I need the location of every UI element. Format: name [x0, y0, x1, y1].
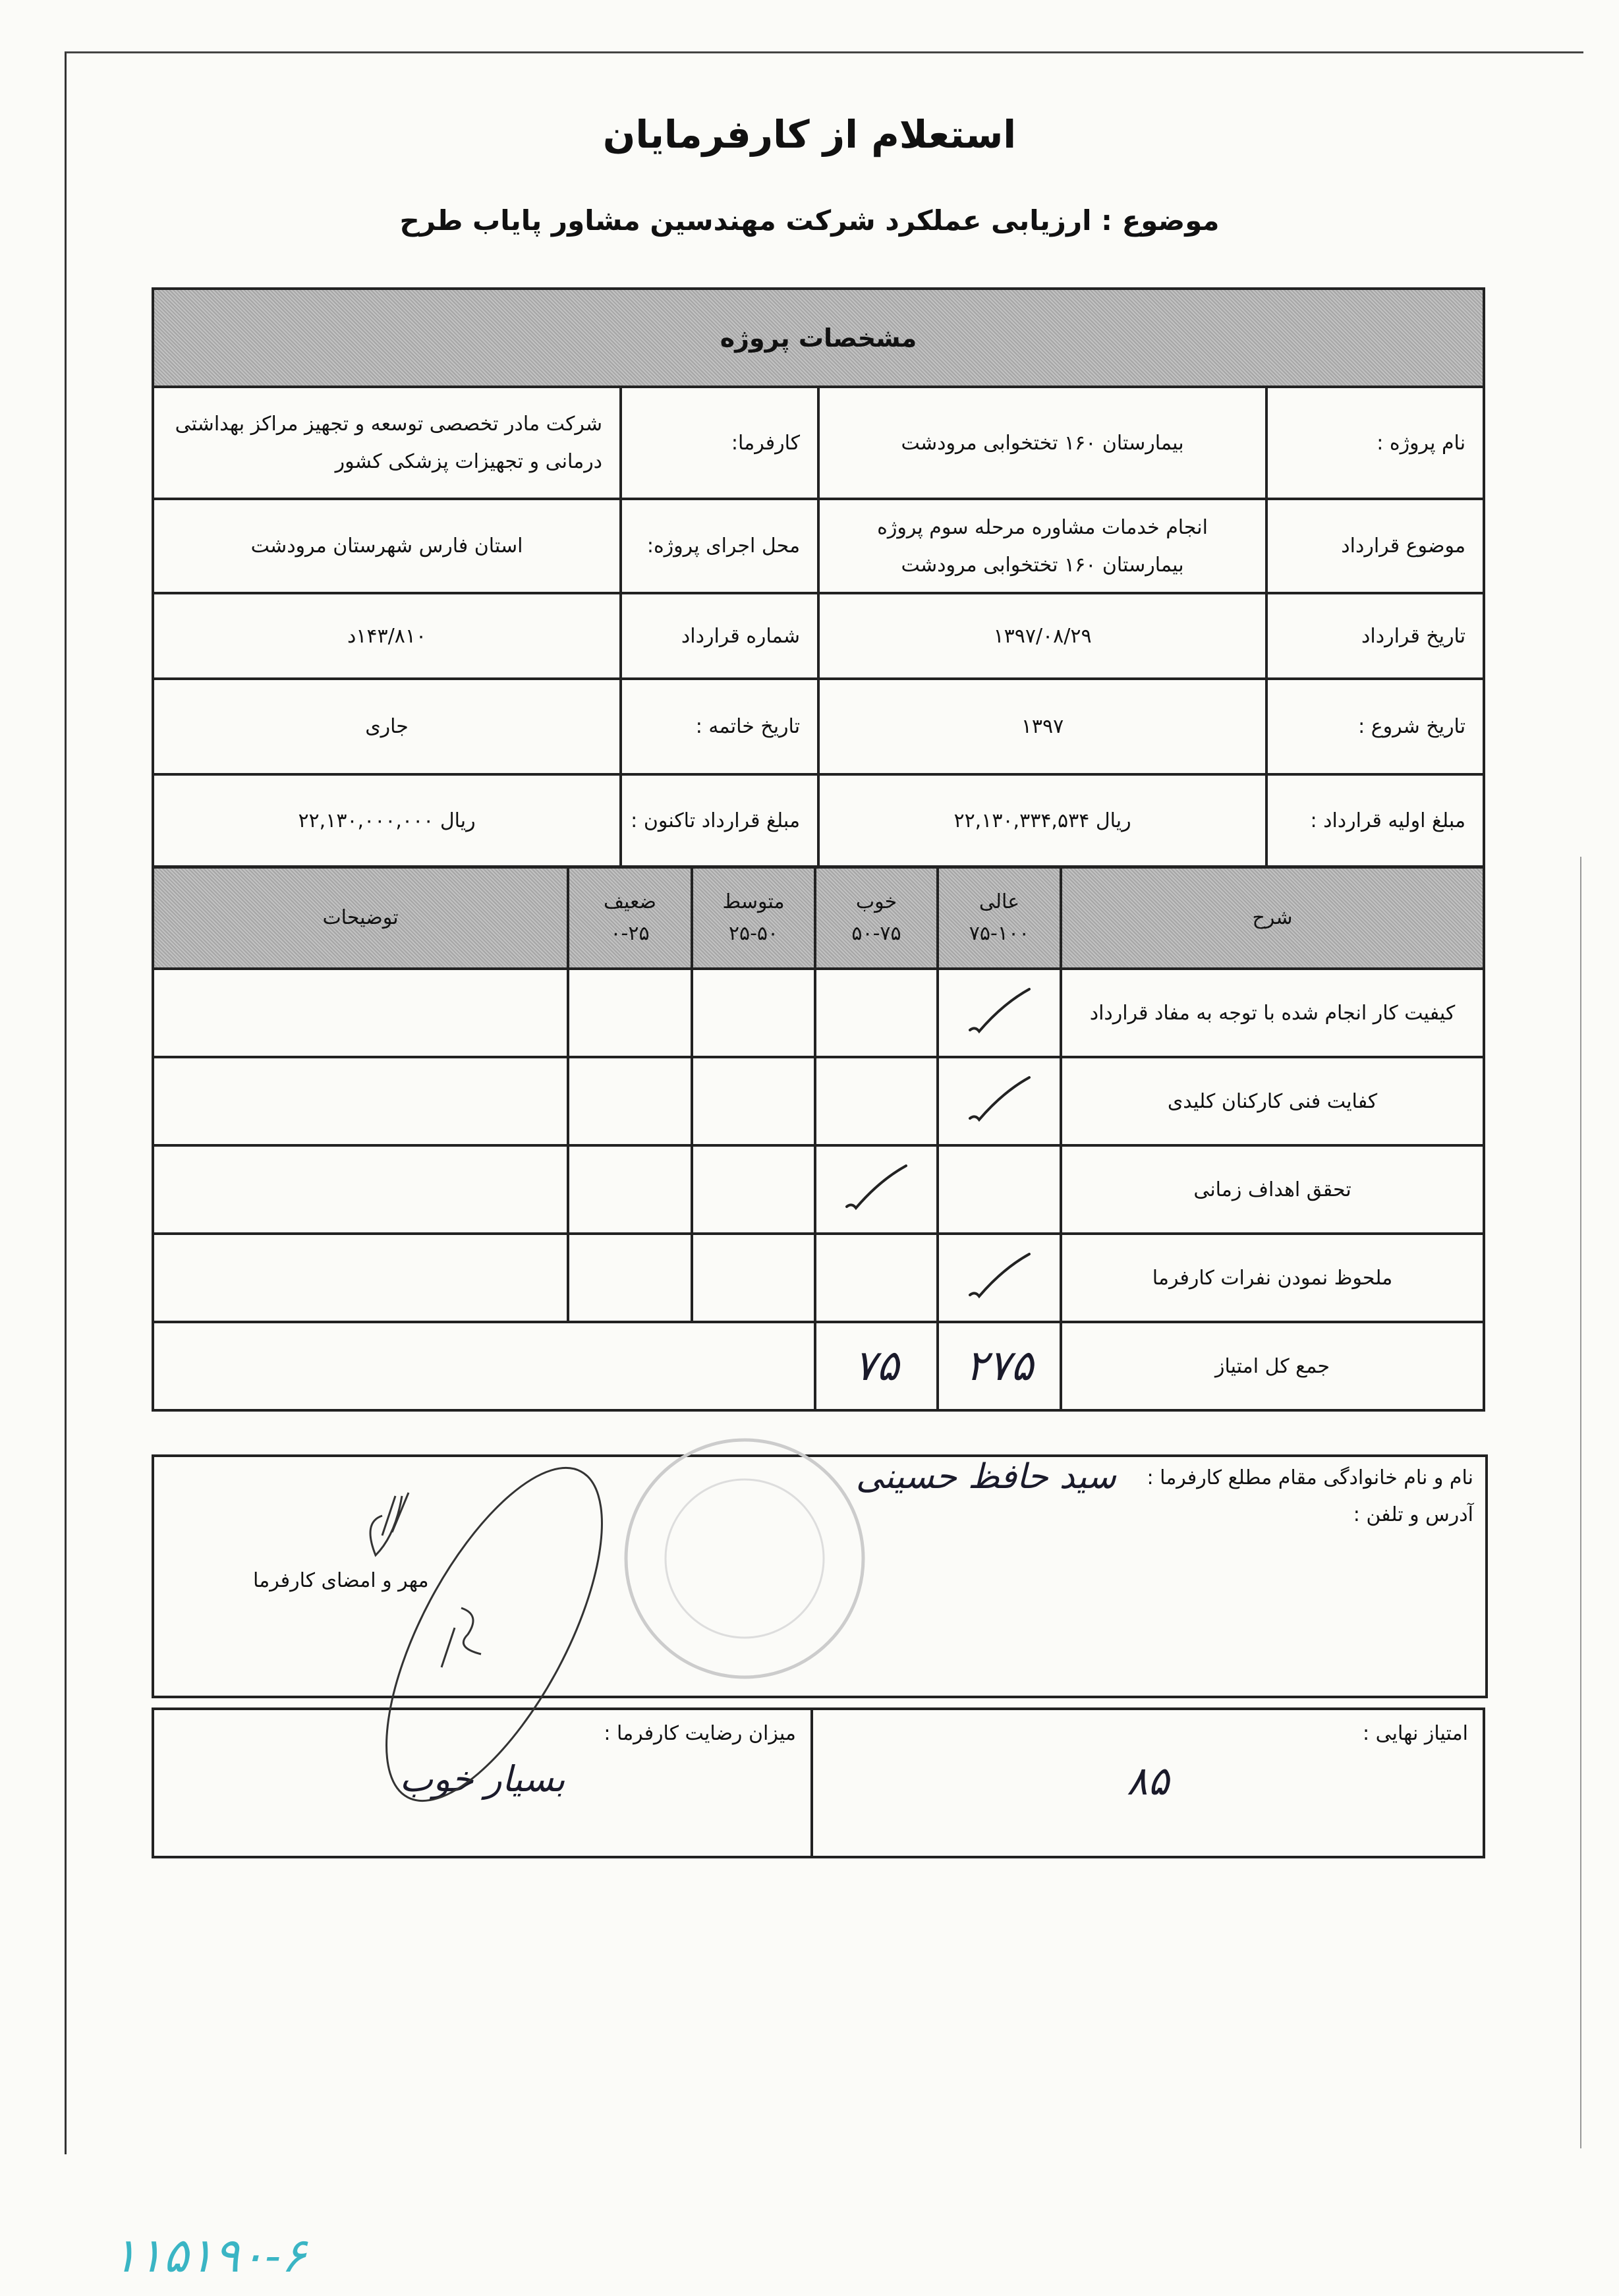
end-date-value: جاری	[153, 679, 621, 774]
contract-number-value: ۱۴۳/۸۱۰د	[153, 593, 621, 679]
table-row	[153, 774, 1484, 867]
rating-cell-excellent	[938, 1145, 1061, 1234]
rating-cell-excellent	[938, 1057, 1061, 1145]
rating-cell-weak	[568, 969, 692, 1057]
project-location-label: محل اجرای پروژه:	[621, 499, 818, 593]
end-date-label: تاریخ خاتمه :	[621, 679, 818, 774]
total-label: جمع کل امتیاز	[1061, 1322, 1484, 1410]
good-label: خوب	[855, 890, 897, 913]
notes-cell	[153, 1234, 568, 1322]
check-mark-icon	[963, 1072, 1036, 1125]
stamp-signature-label: مهر و امضای کارفرما	[253, 1569, 429, 1592]
contract-date-label: تاریخ قرارداد	[1266, 593, 1484, 679]
initial-amount-value: ریال ۲۲,۱۳۰,۳۳۴,۵۳۴	[818, 774, 1266, 867]
rating-cell-good	[815, 1234, 938, 1322]
evaluation-header-row	[153, 867, 1484, 969]
contract-subject-value: انجام خدمات مشاوره مرحله سوم پروژه بیمارستان ۱۶۰ تختخوابی مرودشت	[818, 499, 1266, 593]
address-label: آدرس و تلفن :	[1353, 1503, 1473, 1526]
result-table	[152, 1708, 1485, 1858]
rating-cell-weak	[568, 1234, 692, 1322]
excellent-label: عالی	[979, 890, 1020, 913]
table-row	[153, 679, 1484, 774]
current-amount-label: مبلغ قرارداد تاکنون :	[621, 774, 818, 867]
page-edge	[1580, 857, 1581, 2148]
rating-cell-good	[815, 969, 938, 1057]
table-row	[153, 593, 1484, 679]
project-specs-table	[152, 287, 1485, 868]
criterion-label: تحقق اهداف زمانی	[1061, 1145, 1484, 1234]
official-name-label: نام و نام خانوادگی مقام مطلع کارفرما :	[1147, 1466, 1473, 1489]
notes-header: توضیحات	[153, 867, 568, 969]
total-row	[153, 1322, 1484, 1410]
satisfaction-cell	[153, 1709, 812, 1857]
description-header: شرح	[1061, 867, 1484, 969]
weak-header	[568, 867, 692, 969]
employer-signoff-box	[152, 1454, 1488, 1698]
check-mark-icon	[840, 1161, 913, 1213]
evaluation-table	[152, 866, 1485, 1412]
reference-number-handwritten: ۱۱۵۱۹۰-۶	[112, 2227, 307, 2283]
rating-cell-good	[815, 1145, 938, 1234]
project-name-value: بیمارستان ۱۶۰ تختخوابی مرودشت	[818, 387, 1266, 499]
table-row	[153, 387, 1484, 499]
official-name-handwritten: سید حافظ حسینی	[855, 1457, 1116, 1497]
rating-cell-excellent	[938, 1234, 1061, 1322]
satisfaction-value: بسیار خوب	[399, 1758, 565, 1800]
notes-cell	[153, 1057, 568, 1145]
employer-label: کارفرما:	[621, 387, 818, 499]
total-empty	[153, 1322, 815, 1410]
weak-range: ۰-۲۵	[610, 922, 650, 945]
employer-value: شرکت مادر تخصصی توسعه و تجهیز مراکز بهداشتی درمانی و تجهیزات پزشکی کشور	[153, 387, 621, 499]
rating-cell-excellent	[938, 969, 1061, 1057]
initial-amount-label: مبلغ اولیه قرارداد :	[1266, 774, 1484, 867]
document-subject: موضوع : ارزیابی عملکرد شرکت مهندسین مشاور پایاب طرح	[399, 204, 1220, 237]
project-name-label: نام پروژه :	[1266, 387, 1484, 499]
excellent-range: ۷۵-۱۰۰	[969, 922, 1030, 945]
contract-number-label: شماره قرارداد	[621, 593, 818, 679]
criterion-row	[153, 1145, 1484, 1234]
table-row	[153, 499, 1484, 593]
rating-cell-average	[692, 1234, 815, 1322]
rating-cell-weak	[568, 1057, 692, 1145]
start-date-value: ۱۳۹۷	[818, 679, 1266, 774]
project-location-value: استان فارس شهرستان مرودشت	[153, 499, 621, 593]
criterion-label: کیفیت کار انجام شده با توجه به مفاد قرارداد	[1061, 969, 1484, 1057]
contract-subject-label: موضوع قرارداد	[1266, 499, 1484, 593]
rating-cell-average	[692, 1057, 815, 1145]
check-mark-icon	[963, 1249, 1036, 1302]
final-score-value: ۸۵	[1126, 1758, 1170, 1804]
notes-cell	[153, 1145, 568, 1234]
total-excellent: ۲۷۵	[938, 1322, 1061, 1410]
final-score-cell	[812, 1709, 1484, 1857]
criterion-label: کفایت فنی کارکنان کلیدی	[1061, 1057, 1484, 1145]
current-amount-value: ریال ۲۲,۱۳۰,۰۰۰,۰۰۰	[153, 774, 621, 867]
average-header	[692, 867, 815, 969]
total-good: ۷۵	[815, 1322, 938, 1410]
rating-cell-average	[692, 1145, 815, 1234]
contract-date-value: ۱۳۹۷/۰۸/۲۹	[818, 593, 1266, 679]
project-specs-header: مشخصات پروژه	[153, 289, 1484, 387]
rating-cell-average	[692, 969, 815, 1057]
good-header	[815, 867, 938, 969]
check-mark-icon	[963, 984, 1036, 1037]
criterion-row	[153, 1057, 1484, 1145]
notes-cell	[153, 969, 568, 1057]
good-range: ۵۰-۷۵	[851, 922, 901, 945]
excellent-header	[938, 867, 1061, 969]
criterion-label: ملحوظ نمودن نفرات کارفرما	[1061, 1234, 1484, 1322]
start-date-label: تاریخ شروع :	[1266, 679, 1484, 774]
rating-cell-good	[815, 1057, 938, 1145]
satisfaction-label: میزان رضایت کارفرما :	[604, 1722, 796, 1745]
final-score-label: امتیاز نهایی :	[1363, 1722, 1468, 1745]
weak-label: ضعیف	[603, 890, 657, 913]
average-label: متوسط	[722, 890, 785, 913]
criterion-row	[153, 1234, 1484, 1322]
criterion-row	[153, 969, 1484, 1057]
document-title: استعلام از کارفرمایان	[602, 112, 1017, 157]
rating-cell-weak	[568, 1145, 692, 1234]
average-range: ۲۵-۵۰	[728, 922, 779, 945]
